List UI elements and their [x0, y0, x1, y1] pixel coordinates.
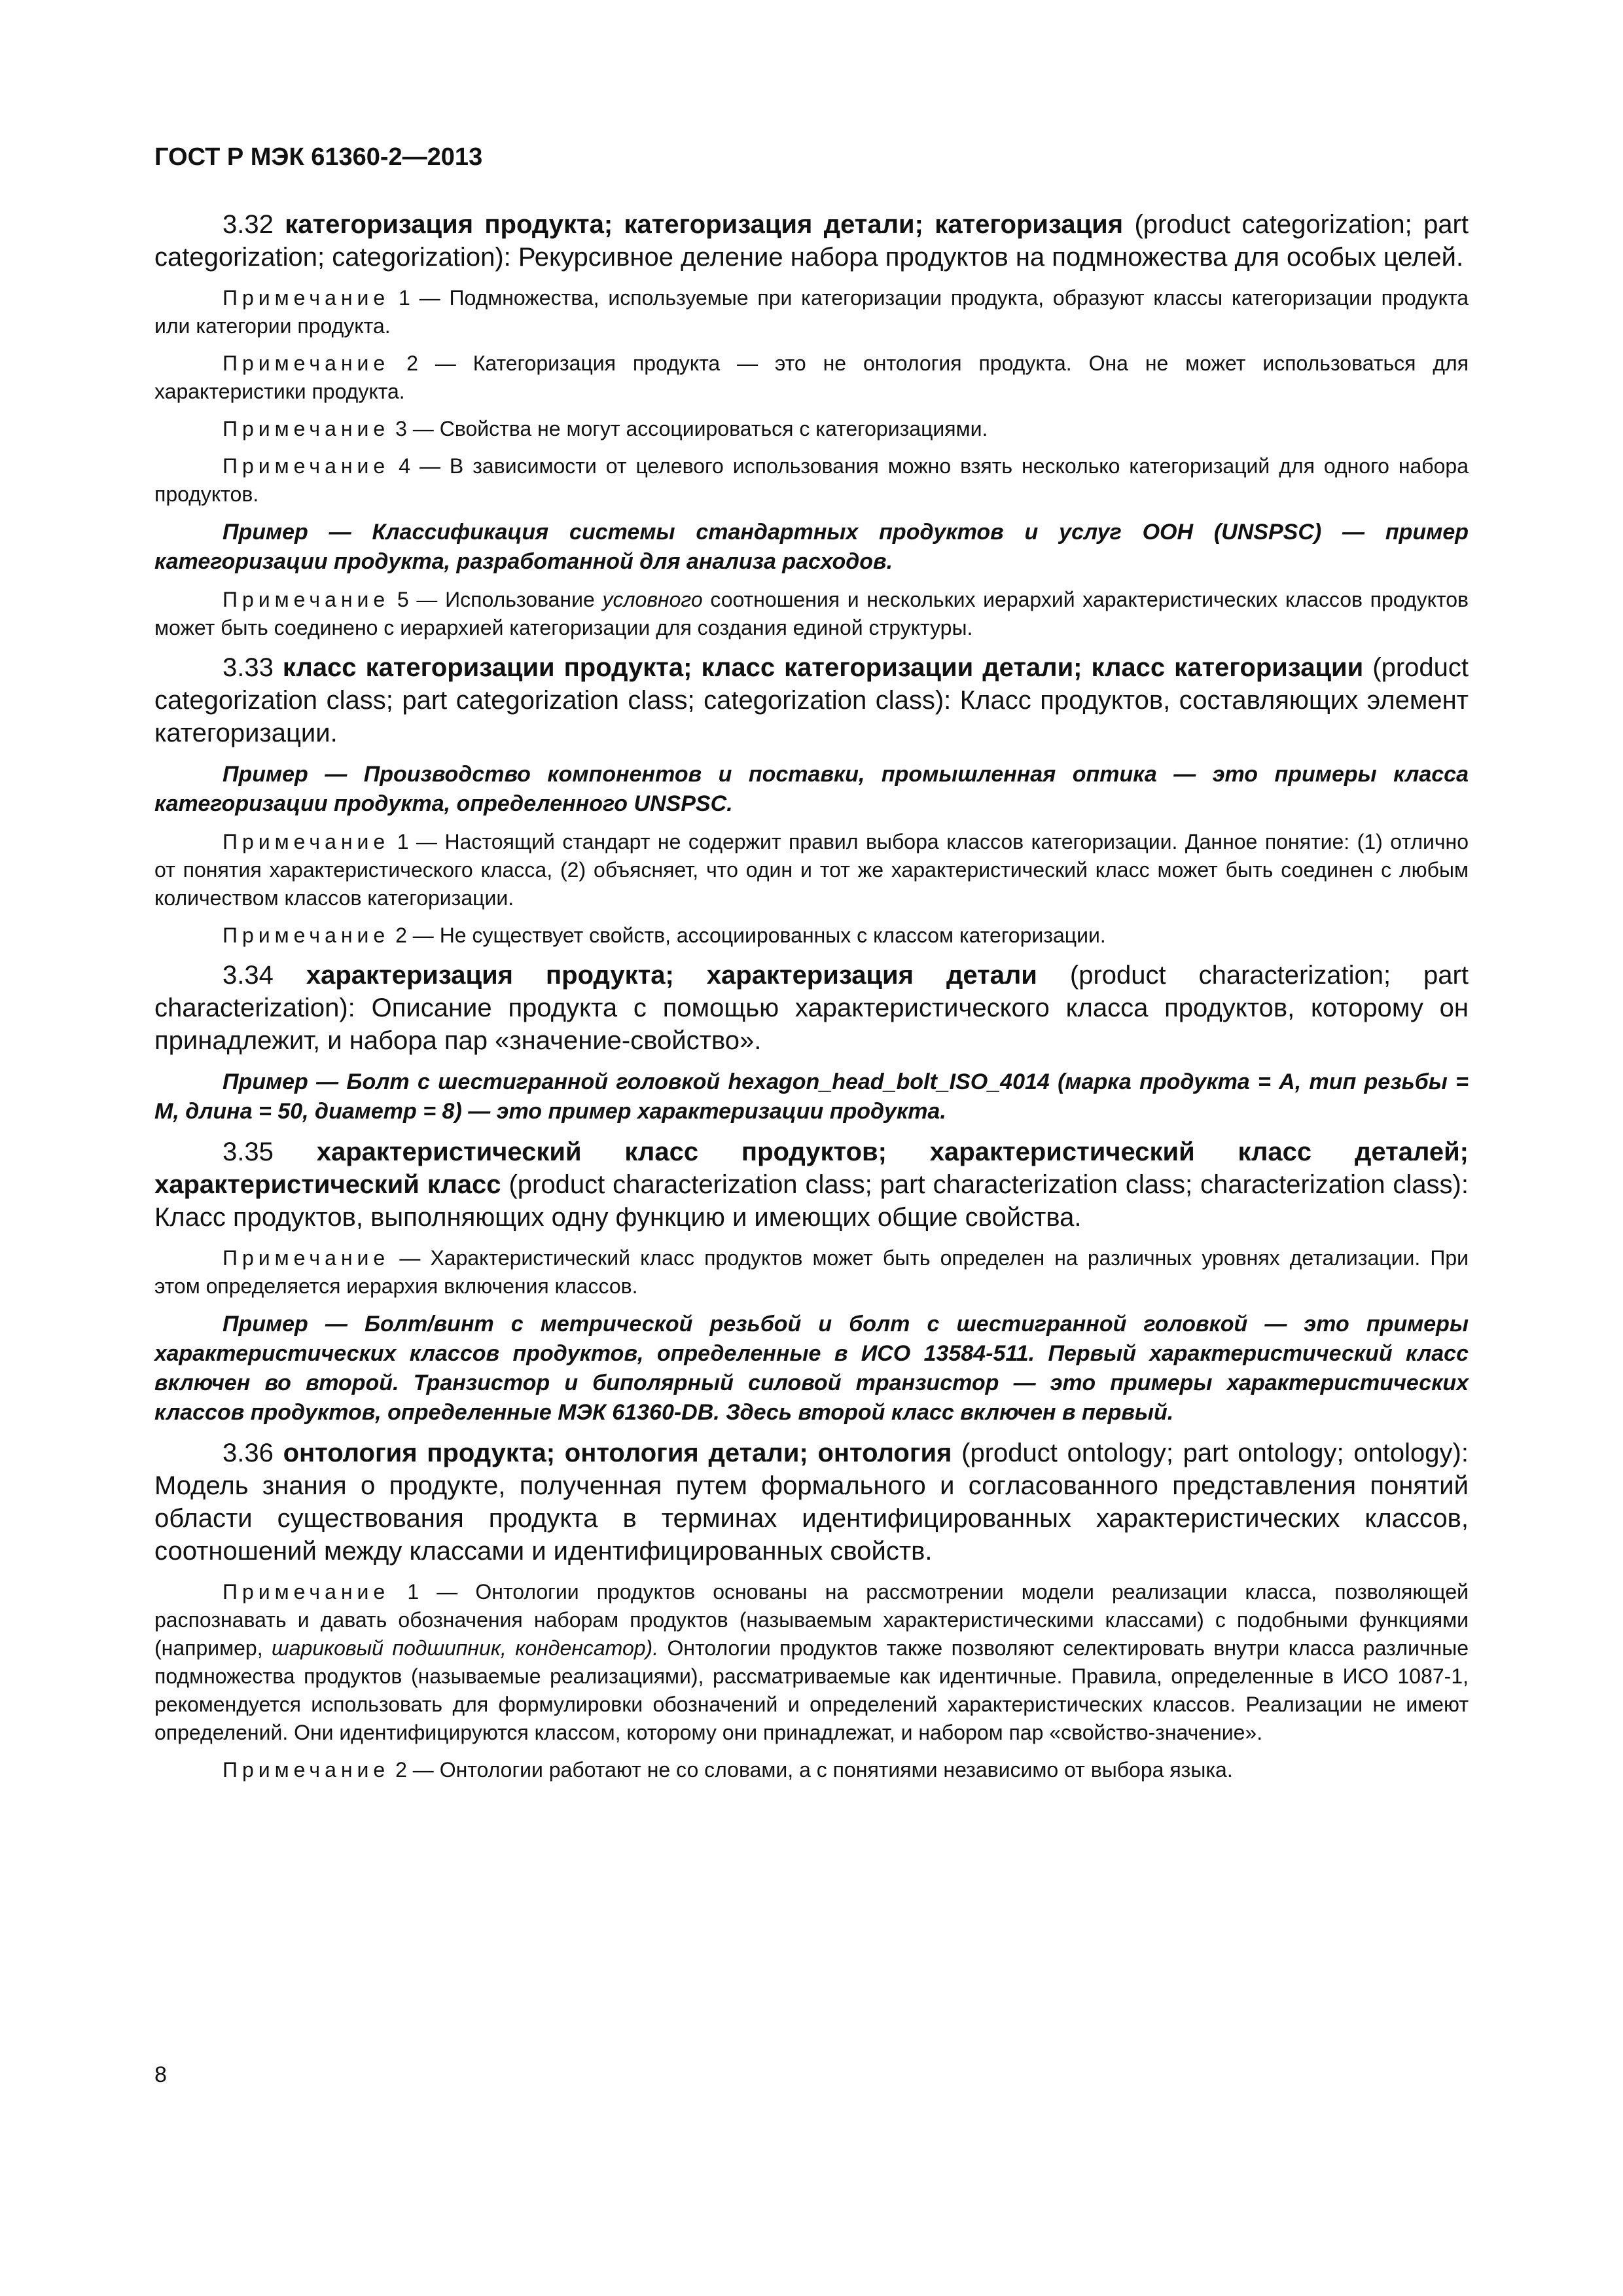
- term-text: (product ontology; part ontology; ontology): Модель знания о продукте, полученная путем формального и согласованного представления понятий области существования продукта в терминах идентифицированных характеристических классов, соотношений между классами и идентифицированных свойств.: [154, 1439, 1469, 1566]
- note-label: Примечание: [223, 417, 390, 440]
- note-label: Примечание: [223, 924, 390, 947]
- note-number: 1: [407, 1580, 419, 1604]
- note-number: 2: [395, 924, 407, 947]
- term-number: 3.34: [223, 961, 274, 990]
- term-name: онтология продукта; онтология детали; онтология: [283, 1439, 952, 1467]
- example: [154, 1310, 1469, 1427]
- term-definition: [154, 651, 1469, 749]
- example: [154, 1067, 1469, 1126]
- note: Примечание 5 — Использование условного соотношения и нескольких иерархий характеристических классов продуктов может быть соединено с иерархией категоризации для создания единой структуры.: [154, 588, 1469, 639]
- note-text: Подмножества, используемые при категоризации продукта, образуют классы категоризации продукта или категории продукта.: [154, 286, 1469, 338]
- note-label: Примечание: [223, 1580, 390, 1604]
- note-text: Онтологии работают не со словами, а с понятиями независимо от выбора языка.: [439, 1758, 1233, 1782]
- note-number: 2: [395, 1758, 407, 1782]
- note: Примечание 2 — Онтологии работают не со словами, а с понятиями независимо от выбора языка.: [223, 1758, 1233, 1782]
- term-number: 3.35: [223, 1138, 274, 1166]
- term-name: категоризация продукта; категоризация детали; категоризация: [285, 210, 1124, 239]
- note-number: 4: [399, 454, 410, 478]
- note-text: В зависимости от целевого использования можно взять несколько категоризаций для одного набора продуктов.: [154, 454, 1469, 506]
- term-definition: [154, 1437, 1469, 1568]
- example-text: Пример — Классификация системы стандартных продуктов и услуг ООН (UNSPSC) — пример категоризации продукта, разработанной для анализа расходов.: [154, 520, 1469, 574]
- note-text: соотношения и нескольких иерархий характеристических классов продуктов может быть соединено с иерархией категоризации для создания единой структуры.: [154, 588, 1469, 639]
- note: Примечание 2 — Не существует свойств, ассоциированных с классом категоризации.: [223, 924, 1106, 947]
- note-text: Онтологии продуктов также позволяют селектировать внутри класса различные подмножества продуктов (называемые реализациями), рассматриваемые как идентичные. Правила, определенные в ИСО 1087-1, рекомендуется использовать для формулировки обозначений и определений характеристических классов. Реализации не имеют определений. Они идентифицируются классом, которому они принадлежат, и набором пар «свойство-значение».: [154, 1636, 1469, 1744]
- note-number: 5: [397, 588, 409, 611]
- note-label: Примечание: [223, 1758, 390, 1782]
- note-label: Примечание: [223, 1246, 390, 1270]
- term-number: 3.33: [223, 653, 274, 682]
- note: Примечание — Характеристический класс продуктов может быть определен на различных уровнях детализации. При этом определяется иерархия включения классов.: [154, 1246, 1469, 1298]
- note-text: Настоящий стандарт не содержит правил выбора классов категоризации. Данное понятие: (1) отлично от понятия характеристического класса, (2) объясняет, что один и тот же характеристический класс может быть соединен с любым количеством классов категоризации.: [154, 830, 1469, 910]
- term-definition: [154, 1136, 1469, 1234]
- term-number: 3.36: [223, 1439, 274, 1467]
- term-definition: [154, 959, 1469, 1057]
- document-header: ГОСТ Р МЭК 61360-2—2013: [154, 143, 483, 171]
- term-name: характеризация продукта; характеризация детали: [306, 961, 1037, 990]
- note-label: Примечание: [223, 588, 390, 611]
- note: Примечание 1 — Настоящий стандарт не содержит правил выбора классов категоризации. Данное понятие: (1) отлично от понятия характеристического класса, (2) объясняет, что один и тот же характеристический класс может быть соединен с любым количеством классов категоризации.: [154, 830, 1469, 910]
- example-text: Пример — Болт с шестигранной головкой hexagon_head_bolt_ISO_4014 (марка продукта = A, тип резьбы = M, длина = 50, диаметр = 8) — это пример характеризации продукта.: [154, 1069, 1469, 1124]
- note-number: 2: [406, 351, 418, 375]
- note-label: Примечание: [223, 351, 390, 375]
- term-name: класс категоризации продукта; класс категоризации детали; класс категоризации: [282, 653, 1364, 682]
- term-name: характеристический класс продуктов; характеристический класс деталей; характеристический класс: [154, 1138, 1469, 1199]
- note-text: Онтологии продуктов основаны на рассмотрении модели реализации класса, позволяющей распознавать и давать обозначения наборам продуктов (называемым характеристическими классами) с подобными функциями (например,: [154, 1580, 1469, 1660]
- note-text: Категоризация продукта — это не онтология продукта. Она не может использоваться для характеристики продукта.: [154, 351, 1469, 403]
- term-text: (product categorization; part categorization; categorization): Рекурсивное деление набора продуктов на подмножества для особых целей.: [154, 210, 1469, 272]
- term-text: (product characterization class; part characterization class; characterization class): Класс продуктов, выполняющих одну функцию и имеющих общие свойства.: [154, 1170, 1469, 1232]
- note: Примечание 4 — В зависимости от целевого использования можно взять несколько категоризаций для одного набора продуктов.: [154, 454, 1469, 506]
- note-number: 3: [395, 417, 407, 440]
- note-label: Примечание: [223, 286, 390, 310]
- note-number: 1: [397, 830, 409, 853]
- term-number: 3.32: [223, 210, 274, 239]
- note-text: Характеристический класс продуктов может быть определен на различных уровнях детализации. При этом определяется иерархия включения классов.: [154, 1246, 1469, 1298]
- document-page: [154, 141, 1469, 1793]
- page-number: 8: [154, 2062, 167, 2087]
- note: Примечание 3 — Свойства не могут ассоциироваться с категоризациями.: [223, 417, 988, 440]
- document-body: [154, 208, 1469, 1784]
- note-label: Примечание: [223, 830, 390, 853]
- example: [154, 760, 1469, 819]
- note: Примечание 2 — Категоризация продукта — это не онтология продукта. Она не может использоваться для характеристики продукта.: [154, 351, 1469, 403]
- note-number: 1: [399, 286, 410, 310]
- note: Примечание 1 — Онтологии продуктов основаны на рассмотрении модели реализации класса, позволяющей распознавать и давать обозначения наборам продуктов (называемым характеристическими классами) с подобными функциями (например, шариковый подшипник, конденсатор). Онтологии продуктов также позволяют селектировать внутри класса различные подмножества продуктов (называемые реализациями), рассматриваемые как идентичные. Правила, определенные в ИСО 1087-1, рекомендуется использовать для формулировки обозначений и определений характеристических классов. Реализации не имеют определений. Они идентифицируются классом, которому они принадлежат, и набором пар «свойство-значение».: [154, 1580, 1469, 1744]
- term-text: (product characterization; part characterization): Описание продукта с помощью характеристического класса продуктов, которому он принадлежит, и набора пар «значение-свойство».: [154, 961, 1469, 1055]
- note-text: Не существует свойств, ассоциированных с классом категоризации.: [439, 924, 1106, 947]
- example-text: Пример — Болт/винт с метрической резьбой и болт с шестигранной головкой — это примеры характеристических классов продуктов, определенные в ИСО 13584-511. Первый характеристический класс включен во второй. Транзистор и биполярный силовой транзистор — это примеры характеристических классов продуктов, определенные МЭК 61360-DB. Здесь второй класс включен в первый.: [154, 1312, 1469, 1425]
- note: Примечание 1 — Подмножества, используемые при категоризации продукта, образуют классы категоризации продукта или категории продукта.: [154, 286, 1469, 338]
- example: [154, 518, 1469, 577]
- note-label: Примечание: [223, 454, 390, 478]
- note-text: Свойства не могут ассоциироваться с категоризациями.: [439, 417, 988, 440]
- term-definition: [154, 208, 1469, 274]
- term-text: (product categorization class; part categorization class; categorization class): Класс продуктов, составляющих элемент категоризации.: [154, 653, 1469, 747]
- note-italic-text: шариковый подшипник, конденсатор).: [272, 1636, 659, 1660]
- note-italic-text: условного: [602, 588, 703, 611]
- example-text: Пример — Производство компонентов и поставки, промышленная оптика — это примеры класса категоризации продукта, определенного UNSPSC.: [154, 762, 1469, 816]
- note-text: Использование: [445, 588, 603, 611]
